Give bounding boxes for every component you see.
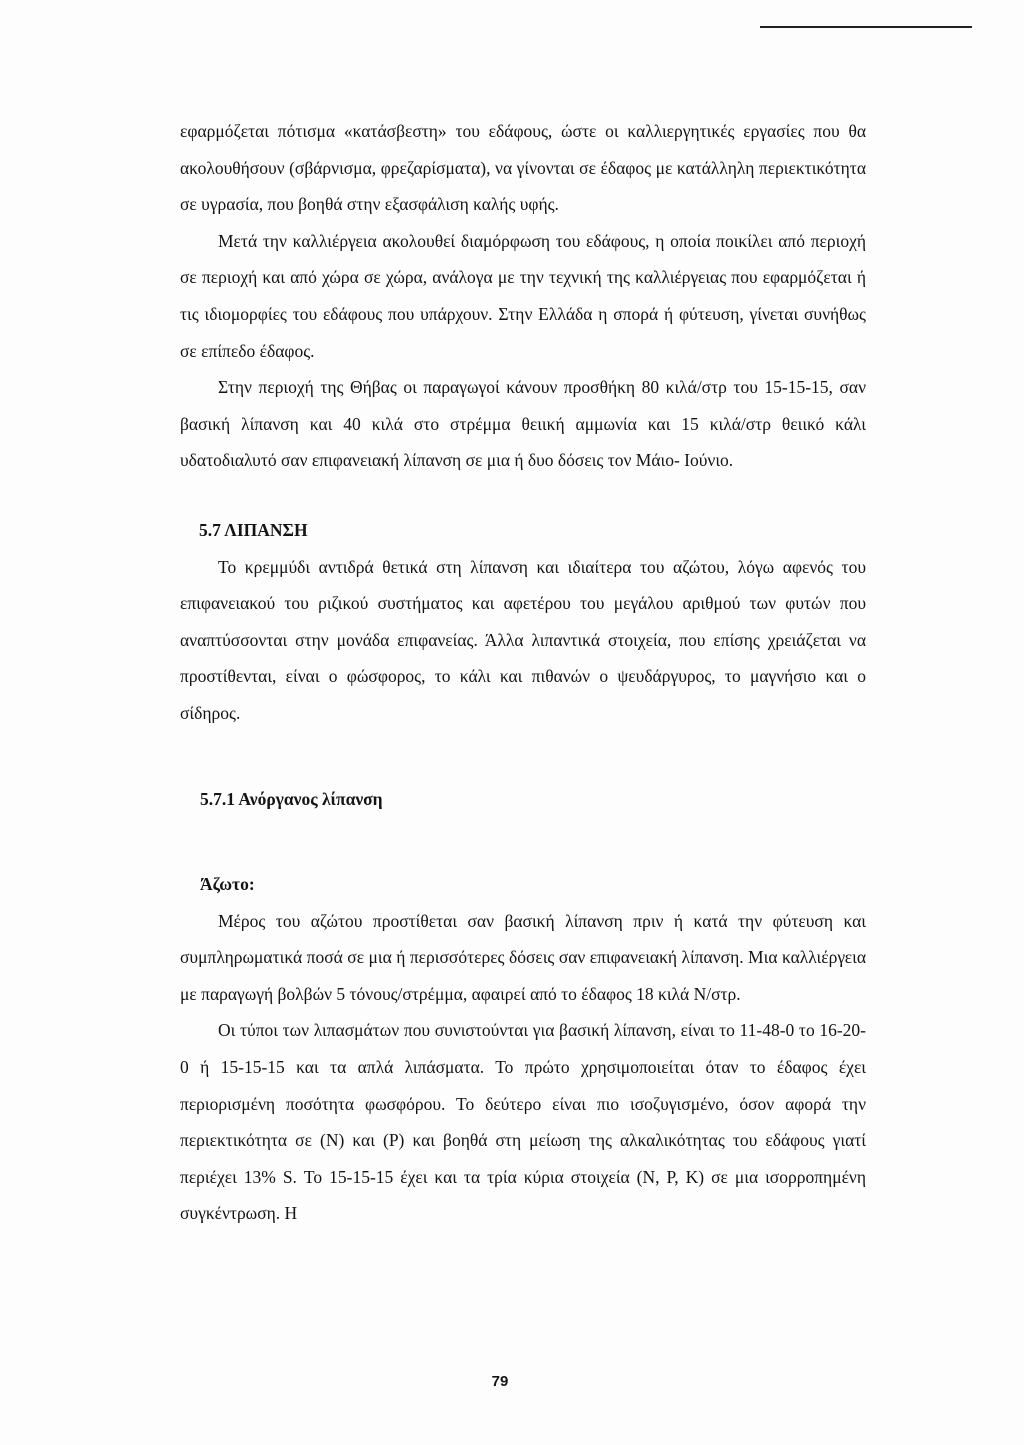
page-number: 79 (491, 1373, 509, 1390)
section-heading-fertilization: 5.7 ΛΙΠΑΝΣΗ (199, 519, 308, 540)
paragraph-thiva-fertilization: Στην περιοχή της Θήβας οι παραγωγοί κάνουν προσθήκη 80 κιλά/στρ του 15-15-15, σαν βασική λίπανση και 40 κιλά στο στρέμμα θειική αμμωνία και 15 κιλά/στρ θειικό κάλι υδατοδιαλυτό σαν επιφανειακή λίπανση σε μια ή δυο δόσεις τον Μάιο- Ιούνιο. (180, 377, 866, 471)
nitrogen-heading: Άζωτο: (200, 874, 255, 895)
paragraph-nitrogen: Μέρος του αζώτου προστίθεται σαν βασική λίπανση πριν ή κατά την φύτευση και συμπληρωματικά ποσά σε μια ή περισσότερες δόσεις σαν επιφανειακή λίπανση. Μια καλλιέργεια με παραγωγή βολβών 5 τόνους/στρέμμα, αφαιρεί από το έδαφος 18 κιλά Ν/στρ. (180, 910, 866, 1004)
paragraph-onion-fertilization: Το κρεμμύδι αντιδρά θετικά στη λίπανση και ιδιαίτερα του αζώτου, λόγω αφενός του επιφανειακού του ριζικού συστήματος και αφετέρου του μεγάλου αριθμού των φυτών που αναπτύσσονται στην μονάδα επιφανείας. Άλλα λιπαντικά στοιχεία, που επίσης χρειάζεται να προστίθενται, είναι ο φώσφορος, το κάλι και πιθανών ο ψευδάργυρος, το μαγνήσιο και ο σίδηρος. (180, 556, 866, 723)
paragraph-fertilizer-types: Οι τύποι των λιπασμάτων που συνιστούνται για βασική λίπανση, είναι το 11-48-0 το 16-20-0 ή 15-15-15 και τα απλά λιπάσματα. Το πρώτο χρησιμοποιείται όταν το έδαφος έχει περιορισμένη ποσότητα φωσφόρου. Το δεύτερο είναι πιο ισοζυγισμένο, όσον αφορά την περιεκτικότητα σε (Ν) και (Ρ) και βοηθά στη μείωση της αλκαλικότητας του εδάφους γιατί περιέχει 13% S. Το 15-15-15 έχει και τα τρία κύρια στοιχεία (Ν, Ρ, Κ) σε μια ισορροπημένη συγκέντρωση. Η (180, 1020, 866, 1224)
paragraph-watering: εφαρμόζεται πότισμα «κατάσβεστη» του εδάφους, ώστε οι καλλιεργητικές εργασίες που θα ακολουθήσουν (σβάρνισμα, φρεζαρίσματα), να γίνονται σε έδαφος με κατάλληλη περιεκτικότητα σε υγρασία, που βοηθά στην εξασφάλιση καλής υφής. (180, 121, 866, 215)
header-rule (760, 26, 972, 28)
subsection-heading-inorganic: 5.7.1 Ανόργανος λίπανση (200, 788, 383, 809)
page-body (180, 113, 866, 1232)
paragraph-soil-shaping: Μετά την καλλιέργεια ακολουθεί διαμόρφωση του εδάφους, η οποία ποικίλει από περιοχή σε περιοχή και από χώρα σε χώρα, ανάλογα με την τεχνική της καλλιέργειας που εφαρμόζεται ή τις ιδιομορφίες του εδάφους που υπάρχουν. Στην Ελλάδα η σπορά ή φύτευση, γίνεται συνήθως σε επίπεδο έδαφος. (180, 230, 866, 361)
